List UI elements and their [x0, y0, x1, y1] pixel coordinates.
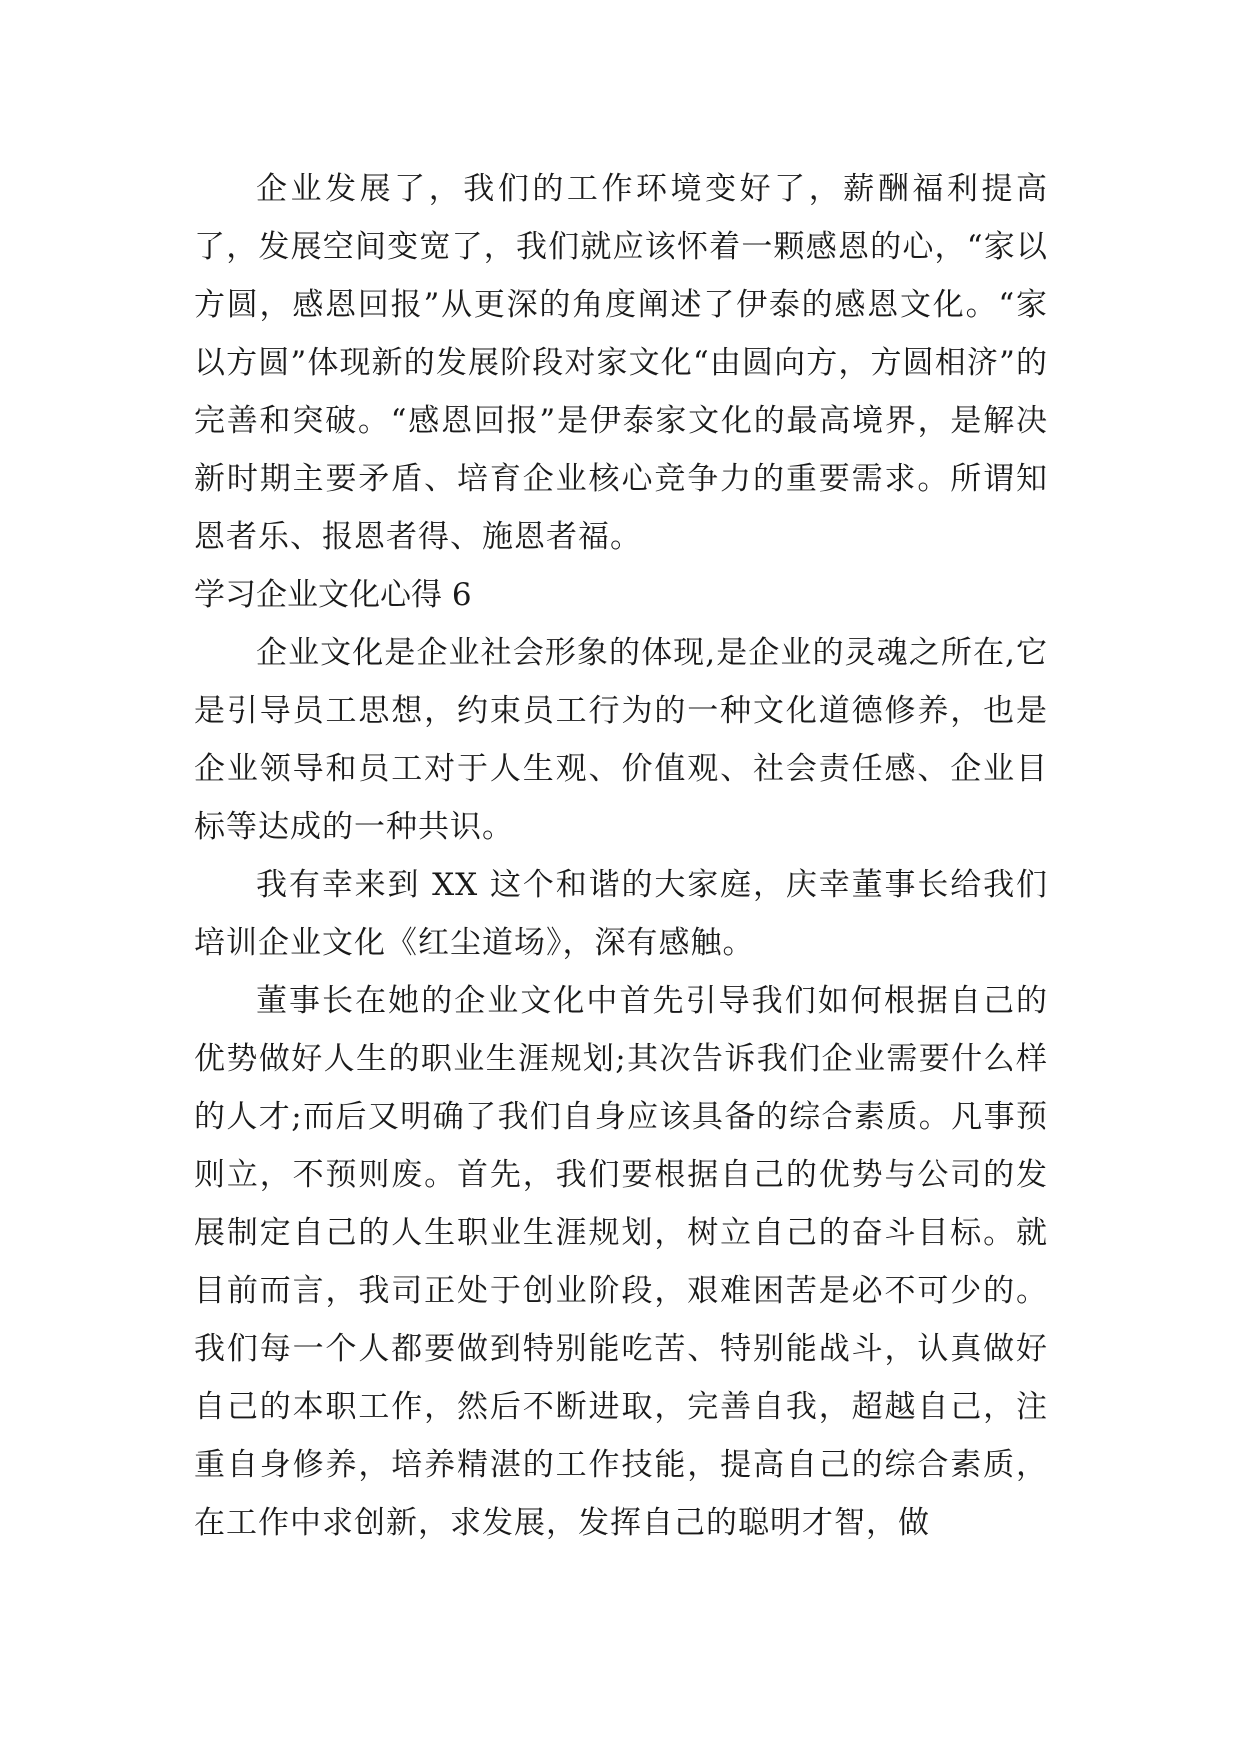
paragraph-gratitude-culture: 企业发展了，我们的工作环境变好了，薪酬福利提高了，发展空间变宽了，我们就应该怀着一颗感恩的心，“家以方圆，感恩回报”从更深的角度阐述了伊泰的感恩文化。“家以方圆”体现新的发展阶段对家文化“由圆向方，方圆相济”的完善和突破。“感恩回报”是伊泰家文化的最高境界，是解决新时期主要矛盾、培育企业核心竞争力的重要需求。所谓知恩者乐、报恩者得、施恩者福。 — [194, 171, 1048, 555]
paragraph-career-planning: 董事长在她的企业文化中首先引导我们如何根据自己的优势做好人生的职业生涯规划;其次告诉我们企业需要什么样的人才;而后又明确了我们自身应该具备的综合素质。凡事预则立，不预则废。首先，我们要根据自己的优势与公司的发展制定自己的人生职业生涯规划，树立自己的奋斗目标。就目前而言，我司正处于创业阶段，艰难困苦是必不可少的。我们每一个人都要做到特别能吃苦、特别能战斗，认真做好自己的本职工作，然后不断进取，完善自我，超越自己，注重自身修养，培养精湛的工作技能，提高自己的综合素质，在工作中求创新，求发展，发挥自己的聪明才智，做 — [194, 983, 1048, 1541]
paragraph-training: 我有幸来到 XX 这个和谐的大家庭，庆幸董事长给我们培训企业文化《红尘道场》，深有感触。 — [194, 867, 1048, 961]
paragraph-culture-definition: 企业文化是企业社会形象的体现,是企业的灵魂之所在,它是引导员工思想，约束员工行为的一种文化道德修养，也是企业领导和员工对于人生观、价值观、社会责任感、企业目标等达成的一种共识。 — [194, 635, 1048, 845]
section-heading: 学习企业文化心得 6 — [194, 577, 472, 613]
document-body — [194, 160, 1048, 1552]
